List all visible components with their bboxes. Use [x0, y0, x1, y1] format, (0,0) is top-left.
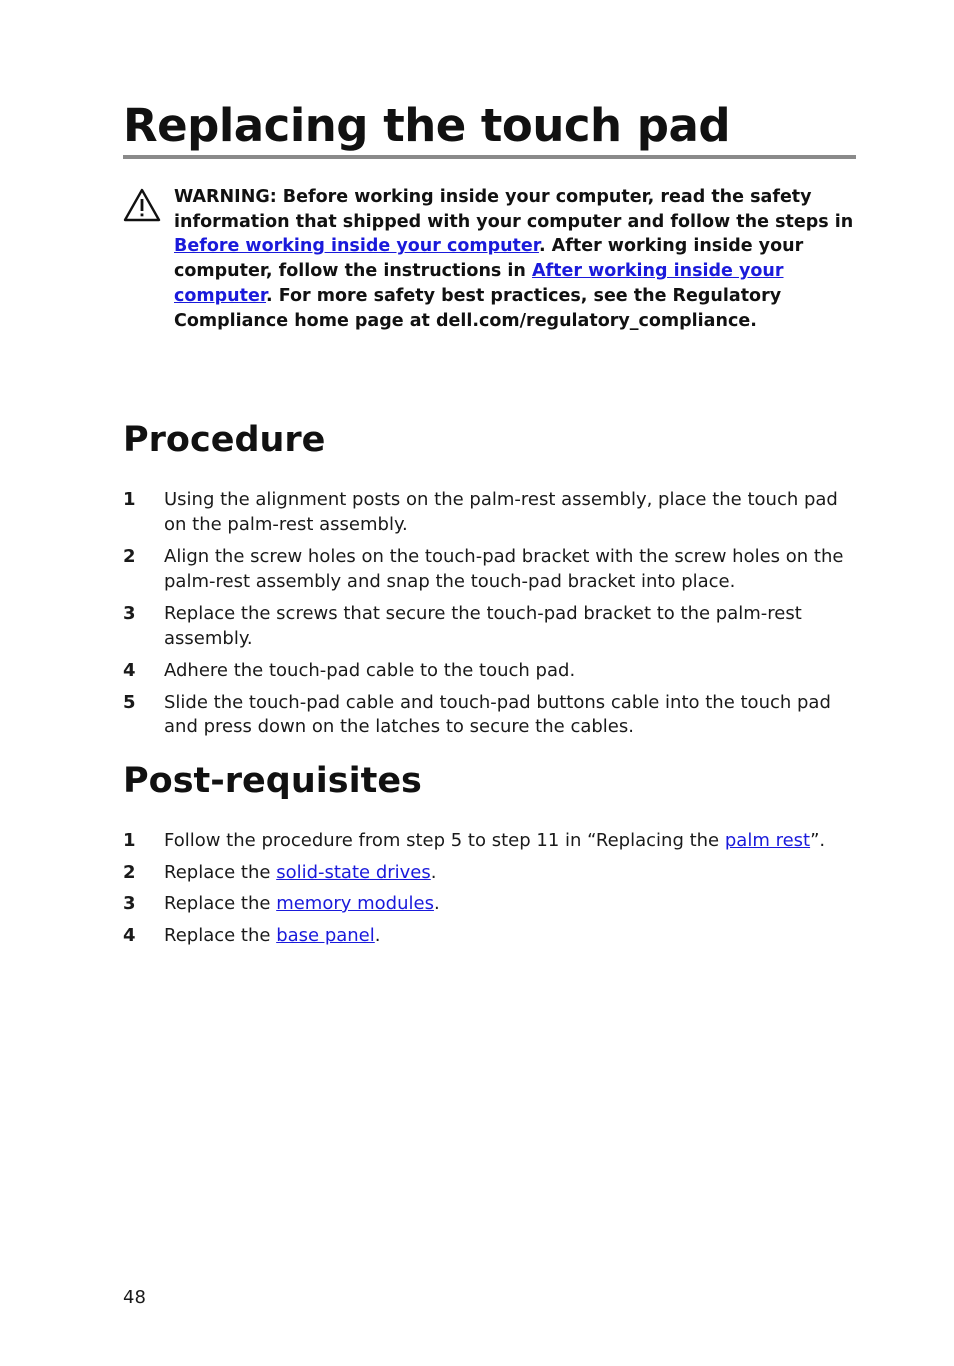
step-number: 5 — [123, 691, 136, 713]
step-text: Align the screw holes on the touch-pad bracket with the screw holes on the palm-rest assembly and snap the touch-pad bracket into place. — [164, 546, 844, 592]
postrequisite-step — [123, 924, 863, 949]
procedure-step — [123, 545, 863, 594]
step-text: Replace the — [164, 924, 277, 946]
procedure-step — [123, 691, 863, 740]
step-text: Adhere the touch-pad cable to the touch pad. — [164, 660, 576, 681]
procedure-step — [123, 602, 863, 651]
step-number: 2 — [123, 546, 136, 567]
step-text: . — [374, 924, 381, 946]
step-number: 1 — [123, 489, 136, 510]
solid-state-drives-link[interactable]: solid-state drives — [276, 861, 431, 883]
procedure-steps — [123, 488, 863, 740]
step-number: 3 — [123, 603, 136, 624]
step-text: . — [430, 861, 437, 883]
step-number: 2 — [123, 861, 136, 883]
step-text: Follow the procedure from step 5 to step 11 in “Replacing the — [164, 830, 725, 851]
step-text: Replace the — [164, 893, 277, 914]
step-text: . — [433, 893, 440, 914]
step-text: Slide the touch-pad cable and touch-pad buttons cable into the touch pad and press down on the latches to secure the cables. — [164, 691, 831, 737]
procedure-heading: Procedure — [123, 420, 326, 460]
step-number: 4 — [123, 924, 136, 946]
warning-text-part: . For more safety best practices, see the Regulatory Compliance home page at dell.com/regulatory_compliance. — [174, 285, 782, 331]
before-working-link[interactable]: Before working inside your computer — [174, 236, 539, 257]
title-divider — [123, 155, 856, 159]
page-number: 48 — [123, 1287, 146, 1308]
step-text: Using the alignment posts on the palm-rest assembly, place the touch pad on the palm-rest assembly. — [164, 489, 838, 535]
postrequisite-step — [123, 829, 863, 854]
postrequisites-heading: Post-requisites — [123, 761, 422, 801]
base-panel-link[interactable]: base panel — [276, 924, 375, 946]
warning-text-part: . After working inside your computer, follow the instructions in — [174, 236, 804, 282]
after-working-link[interactable]: After working inside your computer — [174, 261, 784, 306]
procedure-step — [123, 488, 863, 537]
step-number: 1 — [123, 830, 136, 851]
page-title: Replacing the touch pad — [123, 99, 731, 152]
postrequisites-steps — [123, 829, 863, 948]
postrequisite-step — [123, 861, 863, 886]
step-number: 3 — [123, 893, 136, 914]
memory-modules-link[interactable]: memory modules — [276, 893, 434, 914]
postrequisite-step — [123, 892, 863, 917]
step-number: 4 — [123, 660, 136, 681]
warning-text-part: WARNING: Before working inside your computer, read the safety information that shipped with your computer and follow the steps in — [174, 187, 854, 232]
step-text: Replace the screws that secure the touch-pad bracket to the palm-rest assembly. — [164, 603, 802, 649]
warning-triangle-icon — [123, 187, 161, 223]
procedure-step — [123, 659, 863, 684]
step-text: Replace the — [164, 861, 277, 883]
palm-rest-link[interactable]: palm rest — [724, 830, 811, 851]
step-text: ”. — [810, 830, 826, 851]
warning-message — [174, 185, 864, 333]
